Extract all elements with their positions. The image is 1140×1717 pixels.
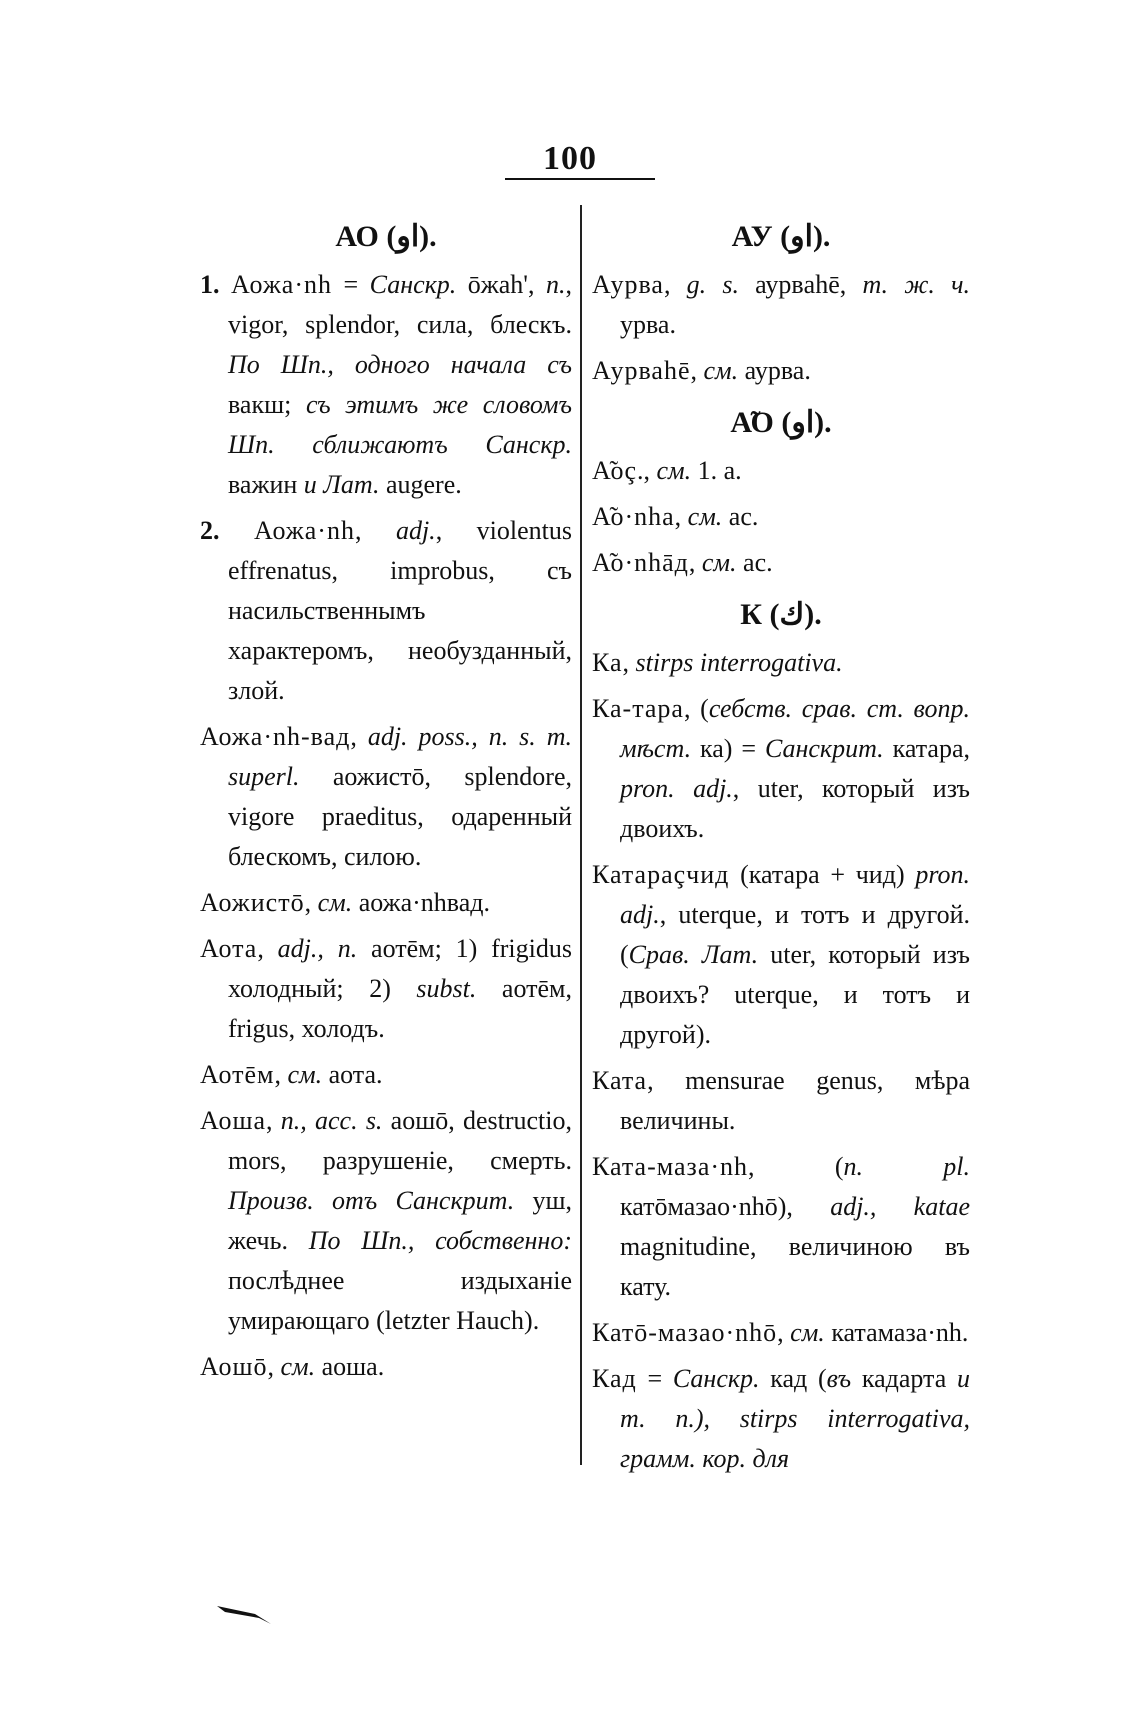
entry-text: , <box>690 356 704 385</box>
header-rule <box>505 178 655 180</box>
entry-italic: n. pl. <box>843 1152 970 1181</box>
entry-text: кадарта <box>851 1364 957 1393</box>
entry-italic: въ <box>826 1364 852 1393</box>
entry-italic: см. <box>687 502 723 531</box>
entry-text: , ( <box>683 694 709 723</box>
headword: Ка-тара <box>592 694 684 723</box>
entry-italic: По Шп., собственно: <box>308 1226 572 1255</box>
entry-text: , <box>350 722 368 751</box>
dictionary-entry <box>592 643 970 683</box>
entry-italic: n. <box>546 270 566 299</box>
entry-italic: см. <box>790 1318 825 1347</box>
entry-italic: stirps interrogativa. <box>635 648 843 677</box>
entry-text: кад ( <box>759 1364 827 1393</box>
entry-text: аурвahē, <box>738 270 863 299</box>
entry-text: , <box>622 648 636 677</box>
entry-text: 1. а. <box>691 456 742 485</box>
section-heading-ao: АО (ﺍﻭ). <box>335 220 437 253</box>
section-heading-au: АУ (ﺍﻭ). <box>731 220 831 253</box>
entry-text: , <box>266 1106 281 1135</box>
dictionary-entry <box>200 265 572 505</box>
headword: Аоша <box>200 1106 267 1135</box>
entry-text: magnitudine, величиною въ кату. <box>620 1232 970 1301</box>
headword: А̃о·nhāд <box>592 548 689 577</box>
entry-text: послѣднее издыханіе умирающаго (letzter Hauch). <box>228 1266 572 1335</box>
entry-text: катамаза·nh. <box>824 1318 969 1347</box>
entry-text: аотēм, frigus, холодъ. <box>228 974 572 1043</box>
entry-italic: см. <box>317 888 353 917</box>
entry-text: ōжah', <box>456 270 546 299</box>
entry-text: ас. <box>736 548 773 577</box>
dictionary-entry <box>200 1055 572 1095</box>
entry-text: , <box>267 1352 281 1381</box>
entry-number: 2. <box>200 516 220 545</box>
entry-italic: и Лат. <box>303 470 380 499</box>
entry-text: ., <box>637 456 657 485</box>
entry-italic: adj., n. <box>277 934 358 963</box>
left-column <box>200 205 572 1393</box>
dictionary-entry <box>592 265 970 345</box>
entry-italic: Санскр. <box>672 1364 760 1393</box>
entry-italic: По Шп., одного начала съ <box>228 350 572 379</box>
dictionary-entry <box>592 855 970 1055</box>
dictionary-entry <box>592 1061 970 1141</box>
entry-italic: см. <box>701 548 737 577</box>
dictionary-entry <box>592 497 970 537</box>
headword: Аожистō <box>200 888 305 917</box>
headword: Аурва <box>592 270 664 299</box>
entry-italic: n., acc. s. <box>280 1106 383 1135</box>
headword: Ката <box>592 1066 648 1095</box>
headword: А̃о·nhа <box>592 502 675 531</box>
entry-text: , <box>257 934 278 963</box>
headword: Катō-мазао·nhō <box>592 1318 778 1347</box>
dictionary-entry <box>200 717 572 877</box>
headword: Аожа·nh-вад <box>200 722 351 751</box>
entry-text: важин <box>228 470 304 499</box>
entry-italic: т. ж. ч. <box>862 270 971 299</box>
dictionary-entry <box>592 1313 970 1353</box>
entry-text: уш, жечь. <box>228 1186 572 1255</box>
dictionary-entry <box>592 451 970 491</box>
headword: А̃оç <box>592 456 637 485</box>
entry-text: аожистō, splendore, vigore praeditus, одаренный блескомъ, силою. <box>228 762 572 871</box>
entry-italic: Произв. отъ Санскрит. <box>228 1186 515 1215</box>
right-column <box>592 205 970 1485</box>
entry-italic: Срав. Лат. <box>628 940 759 969</box>
headword: Аотēм <box>200 1060 275 1089</box>
headword: Катараçчид <box>592 860 730 889</box>
dictionary-entry <box>592 1359 970 1479</box>
entry-italic: см. <box>280 1352 316 1381</box>
entry-text: , <box>663 270 687 299</box>
headword: Кад <box>592 1364 637 1393</box>
entry-italic: Санскр. <box>369 270 457 299</box>
entry-text: катара, <box>883 734 970 763</box>
page-number: 100 <box>543 140 597 177</box>
entry-italic: и т. п.), stirps interrogativa, грамм. кор. для <box>620 1364 970 1473</box>
entry-italic: см. <box>656 456 692 485</box>
entry-text: , uterque, и тотъ и другой. ( <box>620 900 970 969</box>
headword: Аота <box>200 934 258 963</box>
entry-text: катōмазао·nhō), <box>620 1192 831 1221</box>
entry-text: , mensurae genus, мѣра величины. <box>620 1066 970 1135</box>
dictionary-entry <box>200 511 572 711</box>
headword: Ка <box>592 648 623 677</box>
entry-text: аотēм; 1) frigidus холодный; 2) <box>228 934 572 1003</box>
headword: Аошō <box>200 1352 268 1381</box>
entry-italic: pron. adj. <box>620 774 733 803</box>
entry-italic: себств. срав. ст. вопр. мѣст. <box>620 694 970 763</box>
entry-text: аота. <box>322 1060 383 1089</box>
entry-text: = <box>332 270 370 299</box>
entry-text: , vigor, splendor, сила, блескъ. <box>228 270 572 339</box>
entry-italic: Санскрит. <box>764 734 884 763</box>
entry-number: 1. <box>200 270 220 299</box>
headword: Аожа·nh <box>253 516 355 545</box>
entry-italic: см. <box>703 356 739 385</box>
dictionary-entry <box>592 351 970 391</box>
dictionary-entry <box>592 689 970 849</box>
entry-text: = <box>636 1364 673 1393</box>
entry-text: , <box>674 502 688 531</box>
dictionary-entry <box>200 929 572 1049</box>
ink-smudge-icon <box>215 1600 275 1626</box>
entry-italic: adj. <box>395 516 436 545</box>
headword: Аожа·nh <box>231 270 332 299</box>
entry-italic: g. s. <box>686 270 739 299</box>
entry-italic: adj. poss., n. s. m. superl. <box>228 722 573 791</box>
entry-text: , <box>274 1060 288 1089</box>
entry-italic: subst. <box>416 974 477 1003</box>
entry-italic: pron. adj. <box>620 860 970 929</box>
entry-text: , violentus effrenatus, improbus, съ насильственнымъ характеромъ, необузданный, злой. <box>228 516 572 705</box>
entry-italic: съ этимъ же словомъ Шп. сближаютъ Санскр. <box>228 390 572 459</box>
dictionary-entry <box>200 1347 572 1387</box>
entry-text: , <box>304 888 318 917</box>
headword: Аурваhē <box>592 356 691 385</box>
entry-text: (катара + чид) <box>729 860 916 889</box>
entry-text: аожа·nhвад. <box>352 888 490 917</box>
section-heading-ao-nasal: А̃О (ﺍﻭ). <box>730 406 832 439</box>
entry-text: ка) = <box>691 734 765 763</box>
entry-text: урва. <box>620 310 676 339</box>
entry-italic: adj., katae <box>830 1192 970 1221</box>
entry-text: , uter, который изъ двоихъ. <box>620 774 970 843</box>
entry-text: аошō, destructio, mors, разрушеніе, смерть. <box>228 1106 572 1175</box>
entry-text: augere. <box>379 470 462 499</box>
dictionary-entry <box>200 883 572 923</box>
entry-text: вакш; <box>228 390 306 419</box>
entry-text: uter, который изъ двоихъ? uterque, и тотъ и другой). <box>620 940 970 1049</box>
dictionary-entry <box>592 543 970 583</box>
entry-text: , ( <box>748 1152 844 1181</box>
entry-text: ас. <box>722 502 759 531</box>
entry-italic: см. <box>287 1060 323 1089</box>
entry-text: , <box>354 516 396 545</box>
headword: Ката-маза·nh <box>592 1152 749 1181</box>
entry-text: , <box>688 548 702 577</box>
column-divider <box>580 205 582 1465</box>
dictionary-entry <box>200 1101 572 1341</box>
dictionary-entry <box>592 1147 970 1307</box>
entry-text: , <box>777 1318 791 1347</box>
section-heading-k: К (ﻙ). <box>740 598 822 631</box>
entry-text: аурва. <box>738 356 811 385</box>
entry-text: аоша. <box>315 1352 385 1381</box>
